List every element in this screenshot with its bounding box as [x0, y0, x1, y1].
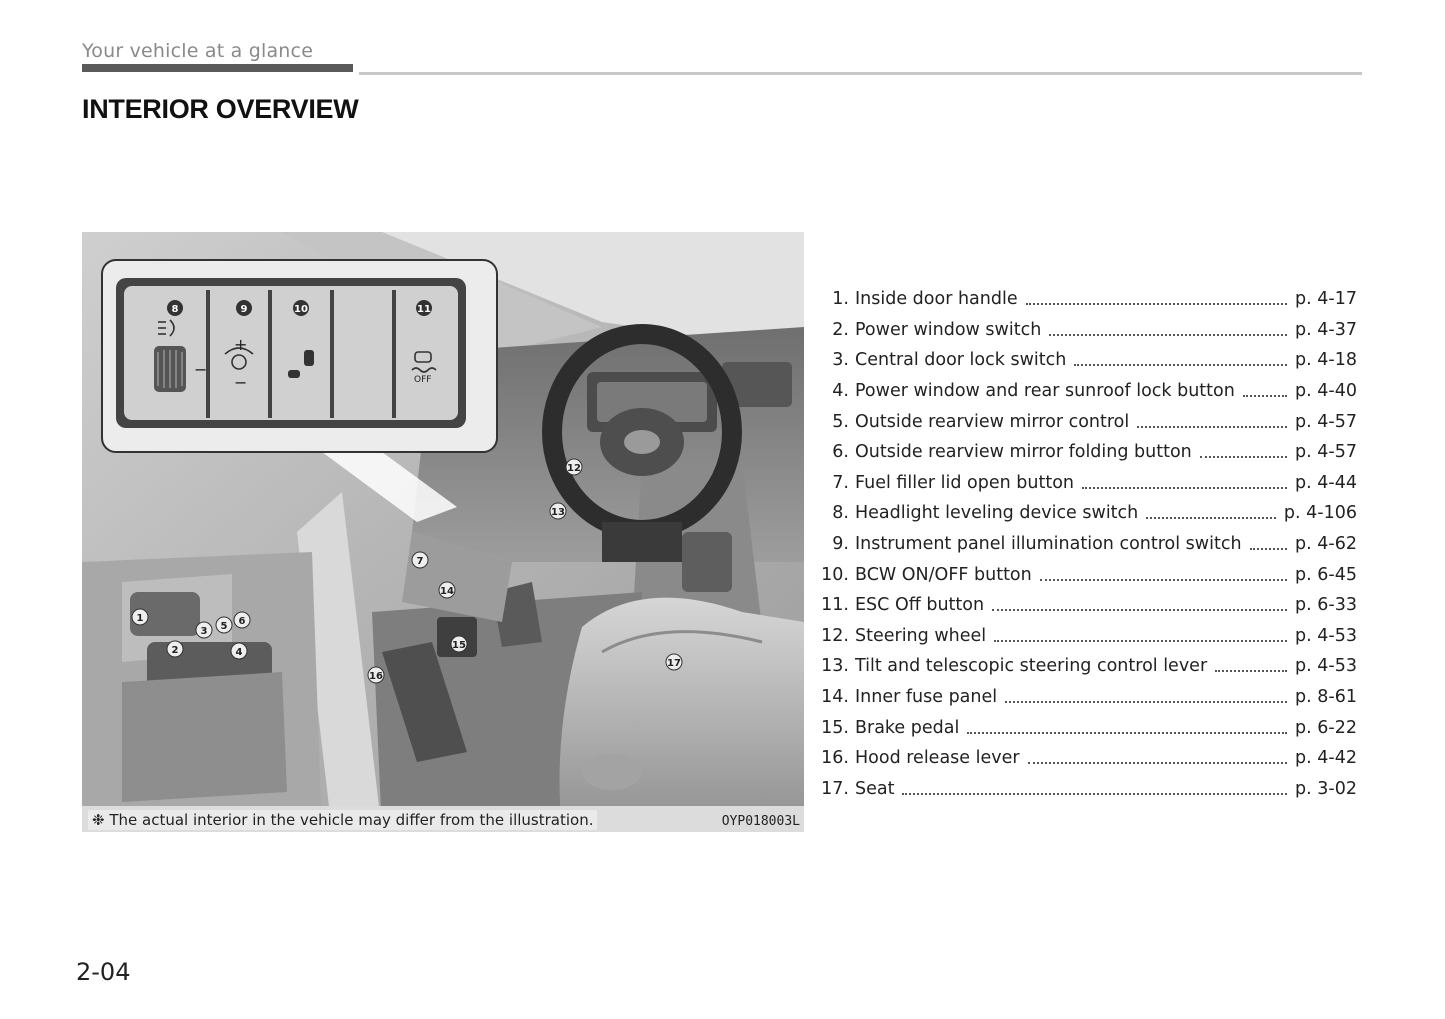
callout-6 [234, 612, 250, 628]
leader-dots [1137, 425, 1287, 428]
leader-dots [1028, 761, 1287, 764]
legend-item-label: Central door lock switch [855, 350, 1067, 371]
callout-11 [416, 300, 432, 316]
illumination-plus-sign: + [234, 335, 248, 354]
interior-drawing [82, 232, 804, 832]
legend-item-page-ref: p. 6-33 [1295, 595, 1357, 616]
legend-item-number: 16. [821, 748, 849, 769]
legend-item-number: 13. [821, 656, 849, 677]
svg-text:13: 13 [551, 507, 565, 518]
legend-item [812, 498, 1357, 529]
legend-item-number: 8. [832, 503, 849, 524]
legend-item-page-ref: p. 4-42 [1295, 748, 1357, 769]
leader-dots [1026, 302, 1287, 305]
legend-item-page-ref: p. 4-44 [1295, 472, 1357, 493]
legend-item [812, 743, 1357, 774]
legend-item [812, 345, 1357, 376]
legend-item-label: Steering wheel [855, 625, 987, 646]
callout-1 [132, 609, 148, 625]
legend-item [812, 682, 1357, 713]
callout-4 [231, 643, 247, 659]
header-rule [359, 72, 1362, 75]
legend-item-label: Power window switch [855, 319, 1042, 340]
leader-dots [1049, 333, 1287, 336]
callout-9 [236, 300, 252, 316]
illustration-disclaimer: ❉ The actual interior in the vehicle may differ from the illustration. [88, 810, 597, 830]
legend-item [812, 468, 1357, 499]
figure-code: OYP018003L [721, 814, 800, 829]
legend-item-page-ref: p. 8-61 [1295, 687, 1357, 708]
legend-item-label: Brake pedal [855, 717, 960, 738]
legend-item-number: 4. [832, 381, 849, 402]
legend-item-number: 5. [832, 411, 849, 432]
legend-item-number: 15. [821, 717, 849, 738]
leader-dots [1074, 363, 1287, 366]
legend-item-label: Tilt and telescopic steering control lever [855, 656, 1208, 677]
legend-item [812, 406, 1357, 437]
svg-text:2: 2 [171, 645, 179, 656]
legend-item-number: 17. [821, 778, 849, 799]
legend-item-page-ref: p. 4-37 [1295, 319, 1357, 340]
illumination-minus-sign: − [234, 373, 248, 392]
legend-item-page-ref: p. 6-45 [1295, 564, 1357, 585]
switch-panel-inset [102, 260, 497, 452]
legend-item-page-ref: p. 4-106 [1283, 503, 1357, 524]
legend-item-number: 9. [832, 534, 849, 555]
legend-item-page-ref: p. 4-53 [1295, 656, 1357, 677]
legend-item-page-ref: p. 3-02 [1295, 778, 1357, 799]
callout-10 [293, 300, 309, 316]
svg-text:16: 16 [369, 671, 383, 682]
legend-item-label: Inside door handle [855, 289, 1018, 310]
callout-5 [216, 617, 232, 633]
svg-text:17: 17 [667, 658, 681, 669]
leader-dots [1082, 486, 1287, 489]
leader-dots [992, 608, 1287, 611]
legend-item-number: 10. [821, 564, 849, 585]
callout-8 [167, 300, 183, 316]
svg-text:3: 3 [200, 626, 208, 637]
legend-item-page-ref: p. 4-18 [1295, 350, 1357, 371]
legend-item-page-ref: p. 4-57 [1295, 442, 1357, 463]
callout-7 [412, 552, 428, 568]
legend-item-number: 12. [821, 625, 849, 646]
legend-item [812, 774, 1357, 805]
legend-item-label: BCW ON/OFF button [855, 564, 1032, 585]
svg-text:15: 15 [452, 640, 466, 651]
legend-item [812, 712, 1357, 743]
legend-item [812, 559, 1357, 590]
legend-item-label: Outside rearview mirror control [855, 411, 1130, 432]
legend-item-number: 6. [832, 442, 849, 463]
legend-item-number: 3. [832, 350, 849, 371]
page-number: 2-04 [76, 958, 131, 986]
svg-text:9: 9 [240, 304, 248, 315]
legend-item-label: ESC Off button [855, 595, 985, 616]
legend-item [812, 529, 1357, 560]
legend-item [812, 284, 1357, 315]
callout-13 [550, 503, 566, 519]
leader-dots [1005, 700, 1287, 703]
svg-text:14: 14 [440, 586, 454, 597]
legend-item-page-ref: p. 4-17 [1295, 289, 1357, 310]
callout-15 [451, 636, 467, 652]
legend-item [812, 376, 1357, 407]
legend-item-number: 14. [821, 687, 849, 708]
legend-item-label: Seat [855, 778, 895, 799]
svg-text:1: 1 [136, 613, 144, 624]
legend-item-label: Headlight leveling device switch [855, 503, 1139, 524]
callout-12 [566, 459, 582, 475]
component-legend [812, 284, 1357, 804]
leader-dots [1200, 455, 1287, 458]
dial-minus-sign: − [194, 360, 208, 379]
legend-item-label: Hood release lever [855, 748, 1020, 769]
callout-3 [196, 622, 212, 638]
legend-item-number: 11. [821, 595, 849, 616]
legend-item-page-ref: p. 4-62 [1295, 534, 1357, 555]
interior-illustration [82, 232, 804, 832]
section-label: Your vehicle at a glance [82, 40, 314, 62]
leader-dots [1040, 578, 1287, 581]
svg-text:12: 12 [567, 463, 581, 474]
svg-text:11: 11 [417, 304, 431, 315]
callout-2 [167, 641, 183, 657]
leader-dots [1215, 669, 1287, 672]
page-title: INTERIOR OVERVIEW [82, 94, 359, 124]
legend-item [812, 651, 1357, 682]
legend-item-number: 1. [832, 289, 849, 310]
legend-item-label: Fuel filler lid open button [855, 472, 1075, 493]
leader-dots [1250, 547, 1288, 550]
legend-item-label: Instrument panel illumination control switch [855, 534, 1242, 555]
legend-item [812, 590, 1357, 621]
callout-14 [439, 582, 455, 598]
legend-item-label: Inner fuse panel [855, 687, 998, 708]
svg-text:7: 7 [416, 556, 424, 567]
legend-item-number: 7. [832, 472, 849, 493]
legend-item-page-ref: p. 4-53 [1295, 625, 1357, 646]
legend-item-page-ref: p. 6-22 [1295, 717, 1357, 738]
leader-dots [902, 792, 1287, 795]
svg-text:5: 5 [220, 621, 228, 632]
leader-dots [994, 639, 1287, 642]
leader-dots [967, 731, 1287, 734]
svg-text:10: 10 [294, 304, 308, 315]
leader-dots [1146, 516, 1276, 519]
svg-text:6: 6 [238, 616, 246, 627]
legend-item-number: 2. [832, 319, 849, 340]
legend-item [812, 621, 1357, 652]
legend-item-label: Outside rearview mirror folding button [855, 442, 1192, 463]
legend-item-label: Power window and rear sunroof lock button [855, 381, 1235, 402]
legend-item-page-ref: p. 4-57 [1295, 411, 1357, 432]
esc-off-label: OFF [414, 375, 432, 385]
leader-dots [1243, 394, 1287, 397]
section-underline [82, 64, 353, 72]
callout-17 [666, 654, 682, 670]
legend-item [812, 315, 1357, 346]
legend-item-page-ref: p. 4-40 [1295, 381, 1357, 402]
legend-item [812, 437, 1357, 468]
svg-text:4: 4 [235, 647, 243, 658]
svg-text:8: 8 [171, 304, 179, 315]
callout-16 [368, 667, 384, 683]
